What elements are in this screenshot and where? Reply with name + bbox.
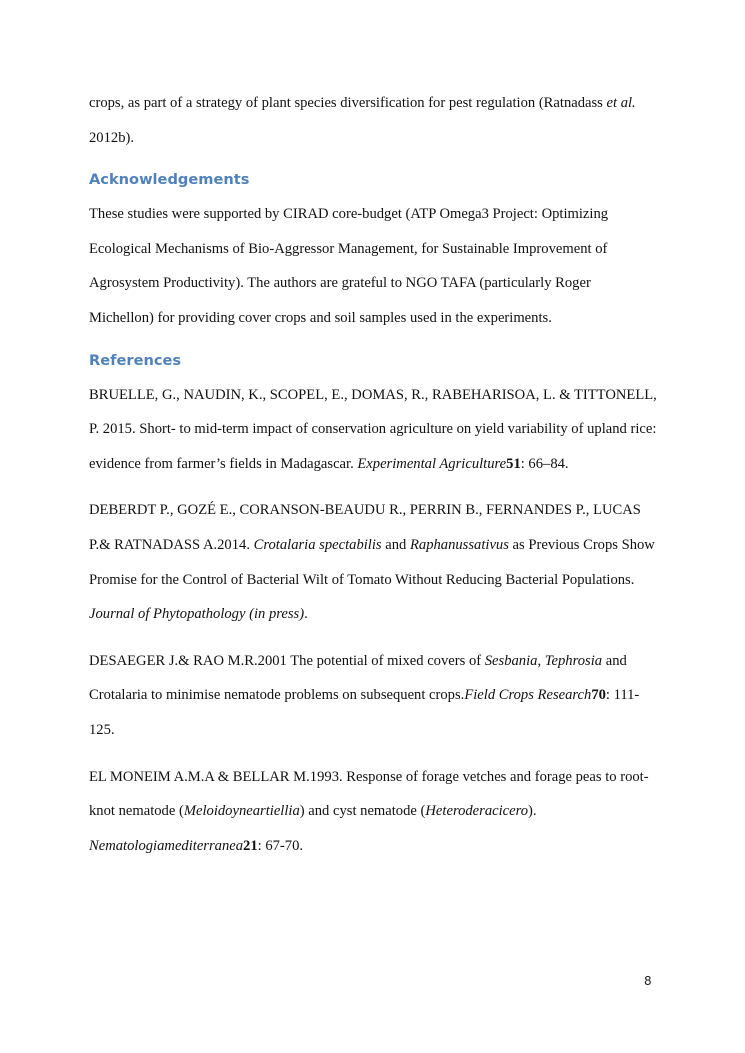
reference-text: EL MONEIM A.M.A & BELLAR M.1993. Response of forage vetches and forage peas to root-knot nematode ( bbox=[89, 768, 649, 820]
reference-journal: Journal of Phytopathology (in press) bbox=[89, 606, 305, 623]
page-number: 8 bbox=[644, 974, 652, 988]
et-al-italic: et al. bbox=[606, 95, 636, 111]
acknowledgements-heading: Acknowledgements bbox=[89, 171, 250, 189]
reference-species: Crotalaria spectabilis bbox=[253, 536, 382, 553]
reference-species: Meloidoyneartiellia bbox=[183, 803, 300, 820]
references-heading: References bbox=[89, 351, 182, 369]
reference-item-deberdt bbox=[89, 493, 659, 631]
reference-text: DEBERDT P., GOZÉ E., CORANSON-BEAUDU R., PERRIN B., FERNANDES P., LUCAS P.& RATNADASS A.2014. bbox=[89, 502, 641, 553]
reference-text: and Crotalaria to minimise nematode problems on subsequent crops. bbox=[89, 652, 627, 704]
reference-pages: : 111-125. bbox=[89, 687, 640, 738]
reference-pages: : 66–84. bbox=[520, 455, 569, 472]
reference-volume: 51 bbox=[506, 455, 521, 472]
reference-species: Raphanussativus bbox=[409, 536, 509, 553]
intro-paragraph bbox=[89, 86, 659, 155]
reference-journal: Field Crops Research bbox=[464, 687, 592, 704]
reference-item-bruelle bbox=[89, 378, 659, 482]
reference-text: ). bbox=[528, 803, 537, 820]
reference-species: Tephrosia bbox=[544, 652, 603, 669]
reference-volume: 21 bbox=[243, 837, 258, 854]
reference-journal: Nematologiamediterranea bbox=[89, 837, 244, 854]
reference-text: DESAEGER J.& RAO M.R.2001 The potential of mixed covers of bbox=[89, 652, 485, 669]
reference-item-desaeger bbox=[89, 644, 659, 748]
reference-text: . bbox=[304, 606, 308, 623]
page-body bbox=[89, 86, 659, 875]
reference-species: Heteroderacicero bbox=[425, 803, 529, 820]
reference-journal: Experimental Agriculture bbox=[357, 455, 507, 472]
reference-species: Sesbania bbox=[484, 652, 538, 669]
reference-item-el-moneim bbox=[89, 760, 659, 864]
acknowledgements-paragraph: These studies were supported by CIRAD core-budget (ATP Omega3 Project: Optimizing Ecological Mechanisms of Bio-Aggressor Management, for Sustainable Improvement of Agrosystem Productivity). The authors are grateful to NGO TAFA (particularly Roger Michellon) for providing cover crops and soil samples used in the experiments. bbox=[89, 206, 609, 326]
reference-text: as Previous Crops Show Promise for the Control of Bacterial Wilt of Tomato Without Reducing Bacterial Populations. bbox=[89, 536, 655, 588]
reference-text: and bbox=[381, 536, 410, 553]
reference-pages: : 67-70. bbox=[257, 837, 304, 854]
reference-text: , bbox=[537, 652, 545, 669]
reference-text: ) and cyst nematode ( bbox=[299, 803, 426, 820]
reference-text: BRUELLE, G., NAUDIN, K., SCOPEL, E., DOMAS, R., RABEHARISOA, L. & TITTONELL, P. 2015. Short- to mid-term impact of conservation agriculture on yield variability of upland rice: evidence from farmer’s fields in Madagascar. bbox=[89, 386, 657, 472]
reference-volume: 70 bbox=[591, 687, 606, 704]
intro-text-end: 2012b). bbox=[89, 129, 134, 146]
intro-text: crops, as part of a strategy of plant species diversification for pest regulation (Ratnadass bbox=[89, 95, 607, 111]
